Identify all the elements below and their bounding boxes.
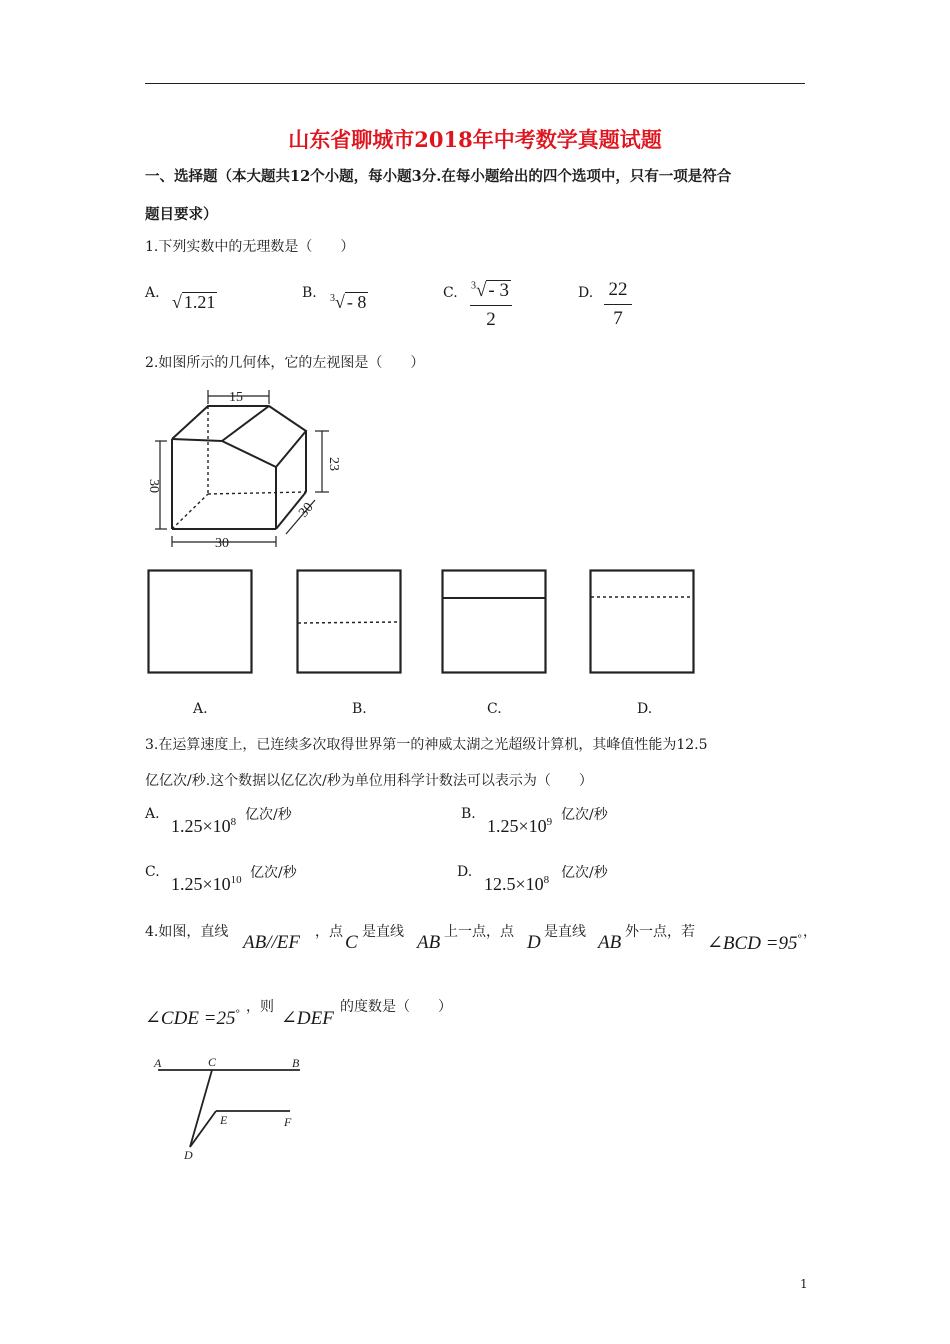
q2-option-c-figure <box>441 569 547 675</box>
q2-dim-depth: 30 <box>296 500 317 521</box>
q1-b-index: 3 <box>330 293 335 304</box>
q3-d-exp: 8 <box>543 874 550 886</box>
q1-option-d-fraction <box>604 279 632 330</box>
page-title: 山东省聊城市2018年中考数学真题试题 <box>288 127 662 152</box>
q3-option-a-value <box>171 816 236 837</box>
q1-c-index: 3 <box>470 280 476 292</box>
q1-c-denominator: 2 <box>486 309 496 330</box>
header-rule <box>145 83 805 84</box>
q1-option-d-label: D. <box>578 285 594 301</box>
sqrt-symbol: √ <box>335 292 345 312</box>
point-e-label: E <box>220 1113 228 1127</box>
sqrt-symbol: √ <box>172 292 182 312</box>
q4-geometry-figure <box>150 1055 330 1170</box>
q4-angle-cde-value: ∠CDE =25 <box>145 1008 236 1029</box>
q4-math-d: D <box>527 932 541 953</box>
q4-text-1: 4.如图，直线 <box>145 924 229 940</box>
point-d-label: D <box>184 1148 193 1162</box>
fraction-bar <box>470 305 512 306</box>
q3-option-b-value <box>487 816 552 837</box>
q4-math-angle-bcd <box>707 932 802 955</box>
q2-option-d-figure <box>589 569 695 675</box>
q3-option-d-label: D. <box>457 864 473 880</box>
page-number: 1 <box>800 1277 808 1291</box>
q1-c-numerator <box>470 280 512 302</box>
q3-option-c-value <box>171 874 242 895</box>
q3-a-exp: 8 <box>230 816 237 828</box>
q2-dim-bottom: 30 <box>215 536 229 551</box>
q2-dim-right: 23 <box>326 457 341 471</box>
q2-option-a-figure <box>147 569 253 675</box>
q2-dim-left: 30 <box>146 479 161 493</box>
q4-text-3: 是直线 <box>362 924 404 940</box>
q3-option-c-unit: 亿次/秒 <box>250 865 297 881</box>
q1-a-radicand: 1.21 <box>183 292 216 312</box>
point-f-label: F <box>284 1115 292 1129</box>
q4-math-ab-1: AB <box>417 932 441 953</box>
point-a-label: A <box>154 1056 162 1070</box>
q4-math-ab-parallel-ef: AB//EF <box>243 932 300 953</box>
q3-option-c-label: C. <box>145 864 160 880</box>
q1-option-b-label: B. <box>302 285 317 301</box>
section-heading-line1: 一、选择题（本大题共12个小题，每小题3分.在每小题给出的四个选项中，只有一项是符合 <box>145 168 732 185</box>
degree-symbol: ° <box>797 932 802 945</box>
q1-d-denominator: 7 <box>613 308 623 329</box>
fraction-bar <box>604 304 632 305</box>
q2-dim-top: 15 <box>229 390 243 405</box>
section-heading-line2: 题目要求） <box>145 206 218 223</box>
point-c-label: C <box>208 1055 217 1069</box>
sqrt-symbol: √ <box>475 280 487 301</box>
q1-c-radicand: - 3 <box>488 280 509 301</box>
q4-text-7: ，则 <box>246 999 274 1015</box>
q3-b-base: 1.25×10 <box>487 816 547 836</box>
q2-option-c-label: C. <box>487 701 502 717</box>
q2-stem: 2.如图所示的几何体，它的左视图是（ ） <box>145 355 425 371</box>
q3-option-d-value <box>484 874 549 895</box>
q4-text-8: 的度数是（ ） <box>340 999 452 1015</box>
q2-option-b-figure <box>296 569 402 675</box>
q3-option-b-label: B. <box>461 806 476 822</box>
q3-stem-line2: 亿亿次/秒.这个数据以亿亿次/秒为单位用科学计数法可以表示为（ ） <box>145 773 593 789</box>
q4-math-angle-def: ∠DEF <box>281 1008 334 1029</box>
q3-b-exp: 9 <box>546 816 553 828</box>
q4-text-4: 上一点，点 <box>444 924 514 940</box>
q2-solid-figure <box>145 384 345 554</box>
q3-c-base: 1.25×10 <box>171 874 231 894</box>
q4-text-5: 是直线 <box>544 924 586 940</box>
q4-math-angle-cde <box>145 1007 240 1030</box>
point-b-label: B <box>292 1056 300 1070</box>
q3-option-b-unit: 亿次/秒 <box>561 807 608 823</box>
q1-b-radicand: - 8 <box>346 292 367 312</box>
q3-a-base: 1.25×10 <box>171 816 231 836</box>
q1-option-a-label: A. <box>145 285 160 301</box>
q4-angle-bcd-value: ∠BCD =95 <box>707 933 798 954</box>
q3-d-base: 12.5×10 <box>484 874 544 894</box>
q1-option-c-label: C. <box>443 285 458 301</box>
q1-d-numerator: 22 <box>608 279 628 300</box>
q4-math-ab-2: AB <box>598 932 622 953</box>
q4-math-c: C <box>345 932 358 953</box>
q4-comma: ， <box>803 924 817 940</box>
q2-option-b-label: B. <box>352 701 367 717</box>
q4-text-6: 外一点，若 <box>625 924 695 940</box>
degree-symbol: ° <box>235 1007 240 1020</box>
q4-text-2: ，点 <box>315 924 343 940</box>
q2-option-a-label: A. <box>193 701 208 717</box>
q3-option-d-unit: 亿次/秒 <box>561 865 608 881</box>
q1-option-a-value <box>172 292 217 313</box>
q3-option-a-unit: 亿次/秒 <box>245 807 292 823</box>
q1-option-c-fraction <box>470 280 512 331</box>
q1-option-b-value <box>330 292 368 313</box>
q2-option-d-label: D. <box>637 701 653 717</box>
q3-stem-line1: 3.在运算速度上，已连续多次取得世界第一的神威太湖之光超级计算机，其峰值性能为12.5 <box>145 737 708 753</box>
q3-c-exp: 10 <box>230 874 242 886</box>
q3-option-a-label: A. <box>145 806 160 822</box>
q1-stem: 1.下列实数中的无理数是（ ） <box>145 239 355 255</box>
